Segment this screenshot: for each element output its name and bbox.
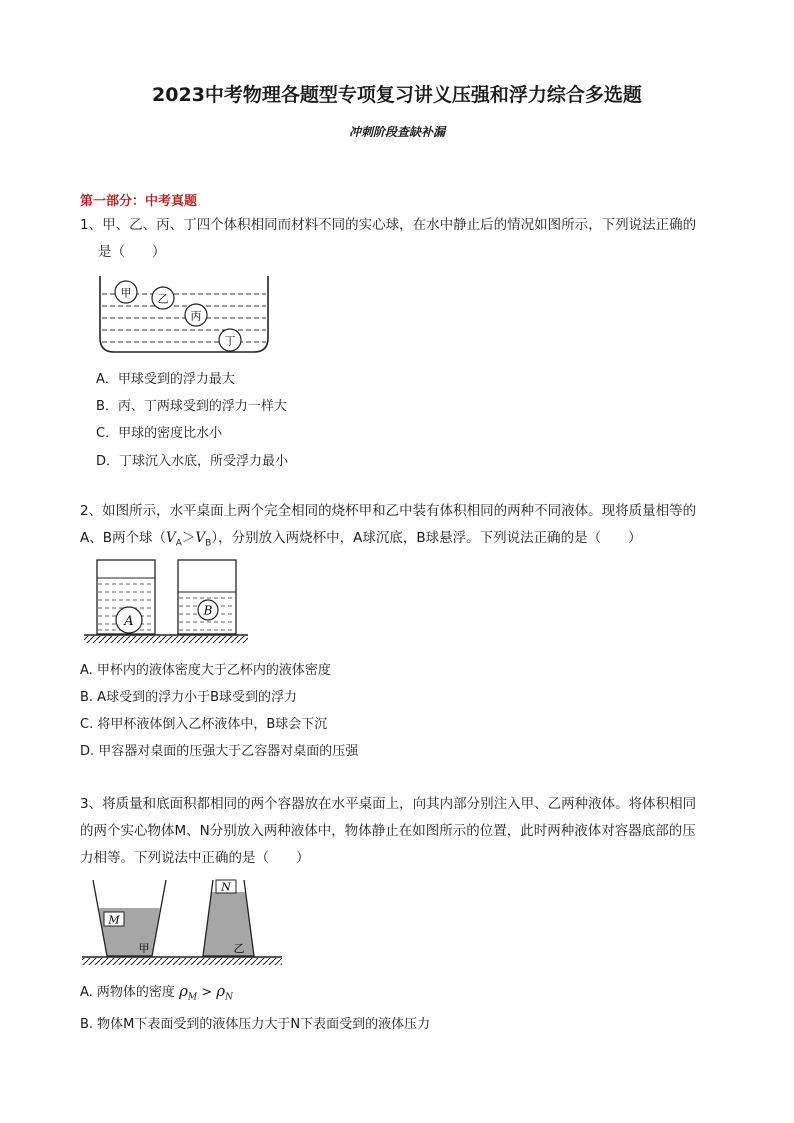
figure-q2-beakers xyxy=(84,556,250,646)
ball-b-label: B xyxy=(203,603,213,618)
q3-option-b: B. 物体M下表面受到的液体压力大于N下表面受到的液体压力 xyxy=(80,1017,431,1032)
volume-b-symbol: V xyxy=(195,530,206,546)
question-1 xyxy=(80,212,720,266)
question-2-line2-a: A、B两个球（ xyxy=(80,530,166,546)
q1-option-c: C．甲球的密度比水小 xyxy=(96,426,223,441)
volume-a-symbol: V xyxy=(166,530,176,546)
container-2-label: 乙 xyxy=(233,942,245,955)
question-3-line3: 力相等。下列说法中正确的是（ ） xyxy=(80,850,310,866)
object-n-label: N xyxy=(221,880,231,894)
question-2-line2-b: ），分别放入两烧杯中，A球沉底，B球悬浮。下列说法正确的是（ ） xyxy=(211,530,642,546)
q1-option-b: B．丙、丁两球受到的浮力一样大 xyxy=(96,399,287,414)
q2-option-b: B. A球受到的浮力小于B球受到的浮力 xyxy=(80,690,297,705)
rho-m-symbol: ρ xyxy=(179,982,188,1000)
container-1-label: 甲 xyxy=(138,942,150,955)
q1-option-d: D．丁球沉入水底，所受浮力最小 xyxy=(96,454,289,469)
page-subtitle: 冲刺阶段查缺补漏 xyxy=(348,125,445,139)
question-3-line2: 的两个实心物体M、N分别放入两种液体中，物体静止在如图所示的位置，此时两种液体对容器底部的压 xyxy=(80,823,696,839)
greater-than-sign: ＞ xyxy=(181,530,196,546)
question-2-line1: 2、如图所示，水平桌面上两个完全相同的烧杯甲和乙中装有体积相同的两种不同液体。现将质量相等的 xyxy=(80,503,697,519)
question-3-line1: 3、将质量和底面积都相同的两个容器放在水平桌面上，向其内部分别注入甲、乙两种液体。将体积相同 xyxy=(80,796,697,812)
figure-q3-containers xyxy=(82,876,284,970)
ball-label-jia: 甲 xyxy=(120,286,132,300)
section-heading: 第一部分：中考真题 xyxy=(80,194,198,209)
q1-option-a: A．甲球受到的浮力最大 xyxy=(96,372,235,387)
rho-m-subscript: M xyxy=(187,992,198,1003)
ball-label-bing: 丙 xyxy=(190,309,202,323)
ball-label-yi: 乙 xyxy=(157,292,169,306)
q2-option-a: A. 甲杯内的液体密度大于乙杯内的液体密度 xyxy=(80,663,331,678)
ball-label-ding: 丁 xyxy=(224,334,236,348)
q3-option-a xyxy=(80,981,233,1003)
page-title: 2023中考物理各题型专项复习讲义压强和浮力综合多选题 xyxy=(152,84,642,106)
ball-a-label: A xyxy=(124,614,134,629)
question-3 xyxy=(80,791,720,872)
q3-option-a-text: A. 两物体的密度 xyxy=(80,985,180,1000)
q3-greater-than: > xyxy=(197,985,217,1000)
question-1-line2: 是（ ） xyxy=(98,244,166,260)
volume-a-subscript: A xyxy=(175,538,182,549)
object-m-label: M xyxy=(108,913,120,927)
figure-q1-tank xyxy=(96,272,272,358)
q2-option-d: D. 甲容器对桌面的压强大于乙容器对桌面的压强 xyxy=(80,744,359,759)
volume-b-subscript: B xyxy=(205,538,212,549)
question-1-line1: 1、甲、乙、丙、丁四个体积相同而材料不同的实心球，在水中静止后的情况如图所示，下列说法正确的 xyxy=(80,217,697,233)
q2-option-c: C. 将甲杯液体倒入乙杯液体中，B球会下沉 xyxy=(80,717,328,732)
rho-n-subscript: N xyxy=(225,992,233,1003)
question-2-line2 xyxy=(80,525,720,558)
rho-n-symbol: ρ xyxy=(216,982,226,1000)
question-2 xyxy=(80,498,720,558)
